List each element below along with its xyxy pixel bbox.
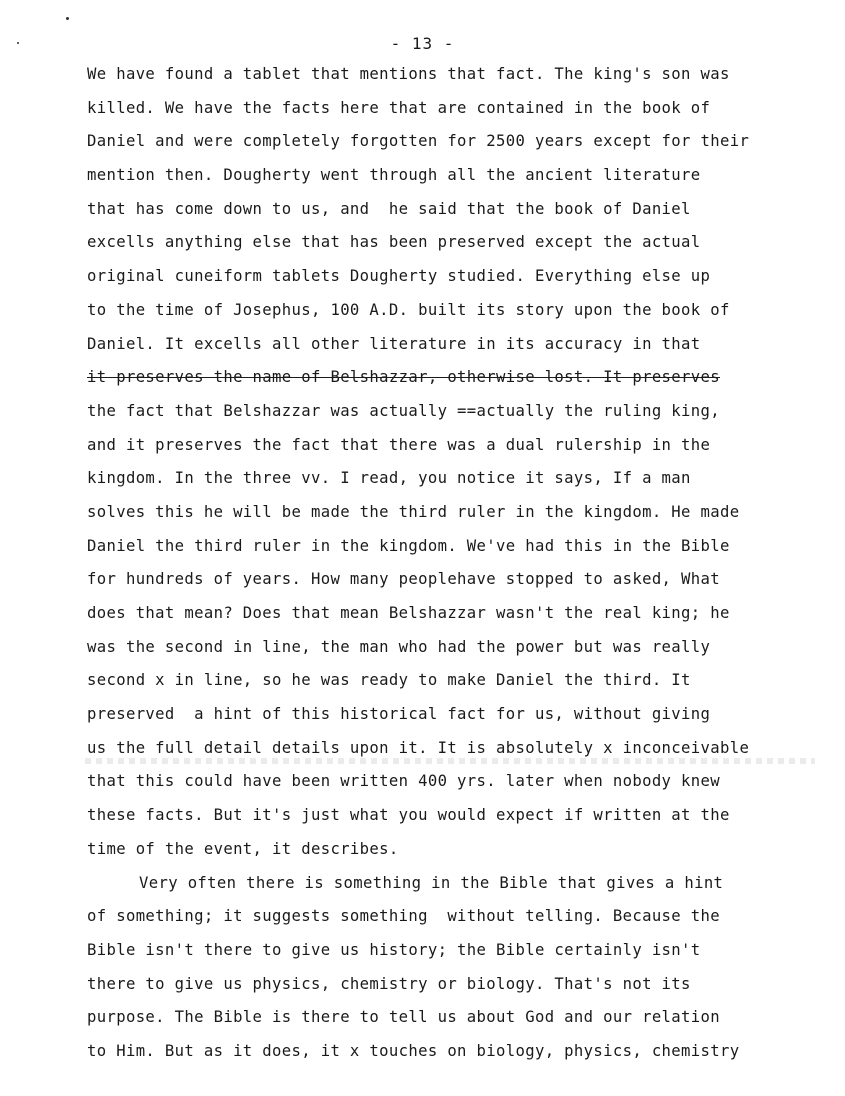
text-line: original cuneiform tablets Dougherty studied. Everything else up bbox=[87, 267, 711, 286]
text-line: of something; it suggests something without telling. Because the bbox=[87, 907, 720, 926]
page-number: - 13 - bbox=[390, 34, 455, 53]
struck-text-line: it preserves the name of Belshazzar, otherwise lost. It preserves bbox=[87, 368, 720, 387]
paragraph-first-line: Very often there is something in the Bible that gives a hint bbox=[139, 873, 724, 892]
text-line: second x in line, so he was ready to make Daniel the third. It bbox=[87, 671, 691, 690]
text-line: that this could have been written 400 yrs. later when nobody knew bbox=[87, 772, 720, 791]
text-line: killed. We have the facts here that are contained in the book of bbox=[87, 98, 711, 117]
text-line: Bible isn't there to give us history; the Bible certainly isn't bbox=[87, 940, 701, 959]
text-line: for hundreds of years. How many peoplehave stopped to asked, What bbox=[87, 570, 720, 589]
text-line: there to give us physics, chemistry or biology. That's not its bbox=[87, 974, 691, 993]
text-line: purpose. The Bible is there to tell us about God and our relation bbox=[87, 1008, 720, 1027]
text-line: was the second in line, the man who had the power but was really bbox=[87, 637, 711, 656]
text-line: Daniel and were completely forgotten for 2500 years except for their bbox=[87, 132, 750, 151]
text-line: We have found a tablet that mentions that fact. The king's son was bbox=[87, 65, 730, 83]
text-line: that has come down to us, and he said that the book of Daniel bbox=[87, 199, 691, 218]
text-line: to the time of Josephus, 100 A.D. built its story upon the book of bbox=[87, 300, 730, 319]
body-text bbox=[87, 64, 807, 1075]
text-line: preserved a hint of this historical fact for us, without giving bbox=[87, 705, 711, 724]
text-line: solves this he will be made the third ruler in the kingdom. He made bbox=[87, 502, 740, 521]
scan-speck bbox=[66, 17, 69, 20]
text-line: kingdom. In the three vv. I read, you notice it says, If a man bbox=[87, 469, 691, 488]
text-line: and it preserves the fact that there was a dual rulership in the bbox=[87, 435, 711, 454]
text-line: excells anything else that has been preserved except the actual bbox=[87, 233, 701, 252]
text-line: to Him. But as it does, it x touches on biology, physics, chemistry bbox=[87, 1041, 740, 1060]
text-line: time of the event, it describes. bbox=[87, 839, 399, 858]
scan-bleed-through bbox=[85, 758, 815, 764]
text-line: these facts. But it's just what you would expect if written at the bbox=[87, 806, 730, 825]
text-line: does that mean? Does that mean Belshazzar wasn't the real king; he bbox=[87, 604, 730, 622]
text-line: Daniel. It excells all other literature in its accuracy in that bbox=[87, 334, 701, 353]
text-line: mention then. Dougherty went through all the ancient literature bbox=[87, 166, 701, 185]
text-line: us the full detail details upon it. It is absolutely x inconceivable bbox=[87, 738, 750, 757]
text-line: Daniel the third ruler in the kingdom. We've had this in the Bible bbox=[87, 536, 730, 555]
text-line: the fact that Belshazzar was actually ==actually the ruling king, bbox=[87, 401, 720, 420]
